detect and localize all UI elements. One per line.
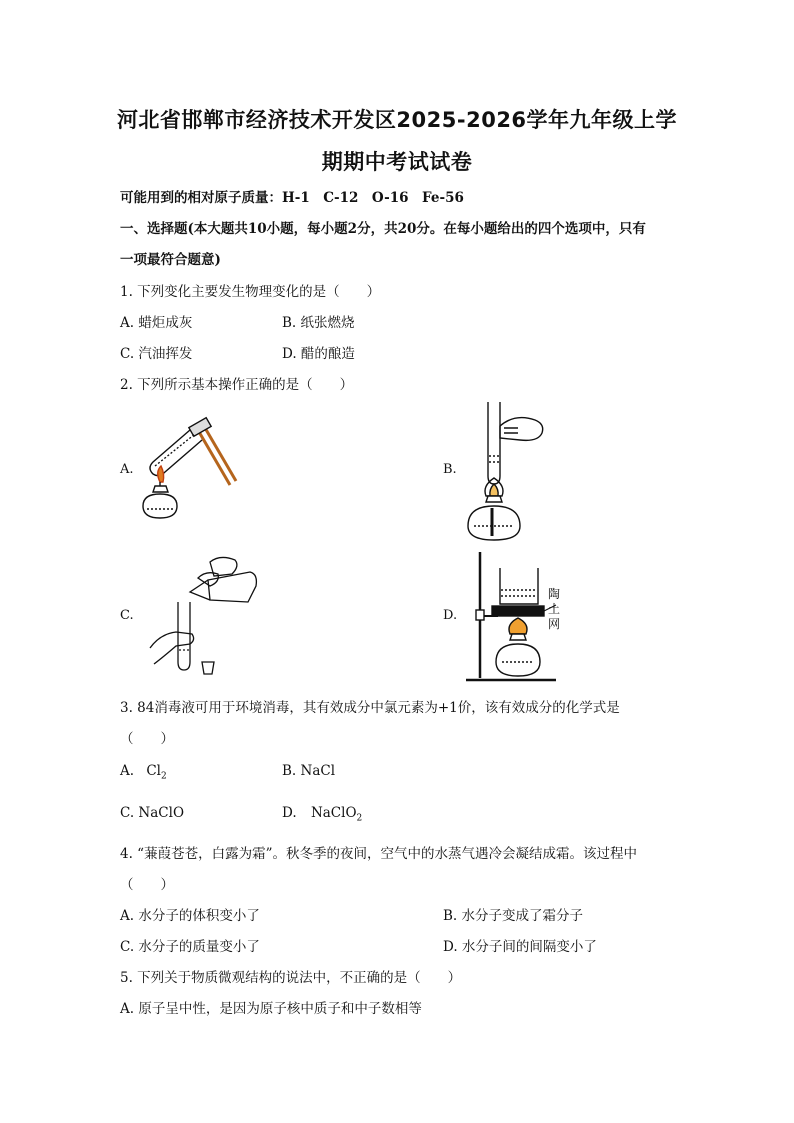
q2-label-d: D. bbox=[443, 608, 458, 623]
q3-d-formula-text: NaClO bbox=[310, 805, 357, 821]
q3-a-subscript: 2 bbox=[161, 771, 167, 782]
q3-option-c: C. NaClO bbox=[120, 805, 185, 821]
q5-stem: 5. 下列关于物质微观结构的说法中，不正确的是（ ） bbox=[120, 970, 462, 986]
atomic-mass-note: 可能用到的相对原子质量：H-1 C-12 O-16 Fe-56 bbox=[120, 190, 464, 206]
q2-figure-a-heating-test-tube bbox=[135, 410, 245, 525]
q3-option-a-formula bbox=[146, 763, 167, 782]
q4-stem-line2: （ ） bbox=[120, 877, 174, 893]
q3-option-d-label: D. bbox=[282, 805, 297, 821]
q3-option-d bbox=[282, 805, 362, 824]
q1-option-c: C. 汽油挥发 bbox=[120, 346, 193, 362]
q3-option-a bbox=[120, 763, 167, 782]
section-heading-line2: 一项最符合题意) bbox=[120, 252, 221, 268]
q3-d-subscript: 2 bbox=[356, 813, 363, 824]
q4-option-b: B. 水分子变成了霜分子 bbox=[443, 908, 584, 924]
q5-option-a: A. 原子呈中性，是因为原子核中质子和中子数相等 bbox=[120, 1001, 422, 1017]
q2-figure-b-vertical-test-tube bbox=[460, 398, 570, 548]
q3-a-formula-text: Cl bbox=[146, 763, 161, 779]
q3-option-d-formula bbox=[310, 805, 363, 824]
q2-label-b: B. bbox=[443, 462, 457, 477]
gauze-label-char2: 土 bbox=[548, 602, 561, 616]
q1-option-a: A. 蜡炬成灰 bbox=[120, 315, 193, 331]
q2-label-c: C. bbox=[120, 608, 134, 623]
gauze-label-char1: 陶 bbox=[548, 587, 561, 601]
q1-option-b: B. 纸张燃烧 bbox=[282, 315, 355, 331]
section-heading-line1: 一、选择题(本大题共10小题，每小题2分，共20分。在每小题给出的四个选项中，只有 bbox=[120, 221, 646, 237]
q3-option-a-label: A. bbox=[120, 763, 135, 779]
q3-stem-line2: （ ） bbox=[120, 731, 174, 747]
gauze-label-char3: 网 bbox=[548, 617, 561, 631]
q2-label-a: A. bbox=[120, 462, 134, 477]
exam-title-line2: 期期中考试试卷 bbox=[321, 150, 473, 174]
q2-figure-d-beaker-heating bbox=[460, 550, 570, 686]
q4-stem-line1: 4. “蒹葭苍苍，白露为霜”。秋冬季的夜间，空气中的水蒸气遇冷会凝结成霜。该过程中 bbox=[120, 846, 637, 862]
q2-figure-c-pouring-liquid bbox=[140, 552, 260, 682]
q1-stem: 1. 下列变化主要发生物理变化的是（ ） bbox=[120, 284, 381, 300]
q1-option-d: D. 醋的酿造 bbox=[282, 346, 355, 362]
q4-option-d: D. 水分子间的间隔变小了 bbox=[443, 939, 597, 955]
q2-stem: 2. 下列所示基本操作正确的是（ ） bbox=[120, 377, 354, 393]
q3-option-b: B. NaCl bbox=[282, 763, 336, 779]
q3-stem-line1: 3. 84消毒液可用于环境消毒，其有效成分中氯元素为+1价，该有效成分的化学式是 bbox=[120, 700, 620, 716]
q4-option-c: C. 水分子的质量变小了 bbox=[120, 939, 260, 955]
q4-option-a: A. 水分子的体积变小了 bbox=[120, 908, 260, 924]
exam-title-line1: 河北省邯郸市经济技术开发区2025-2026学年九年级上学 bbox=[116, 108, 678, 132]
